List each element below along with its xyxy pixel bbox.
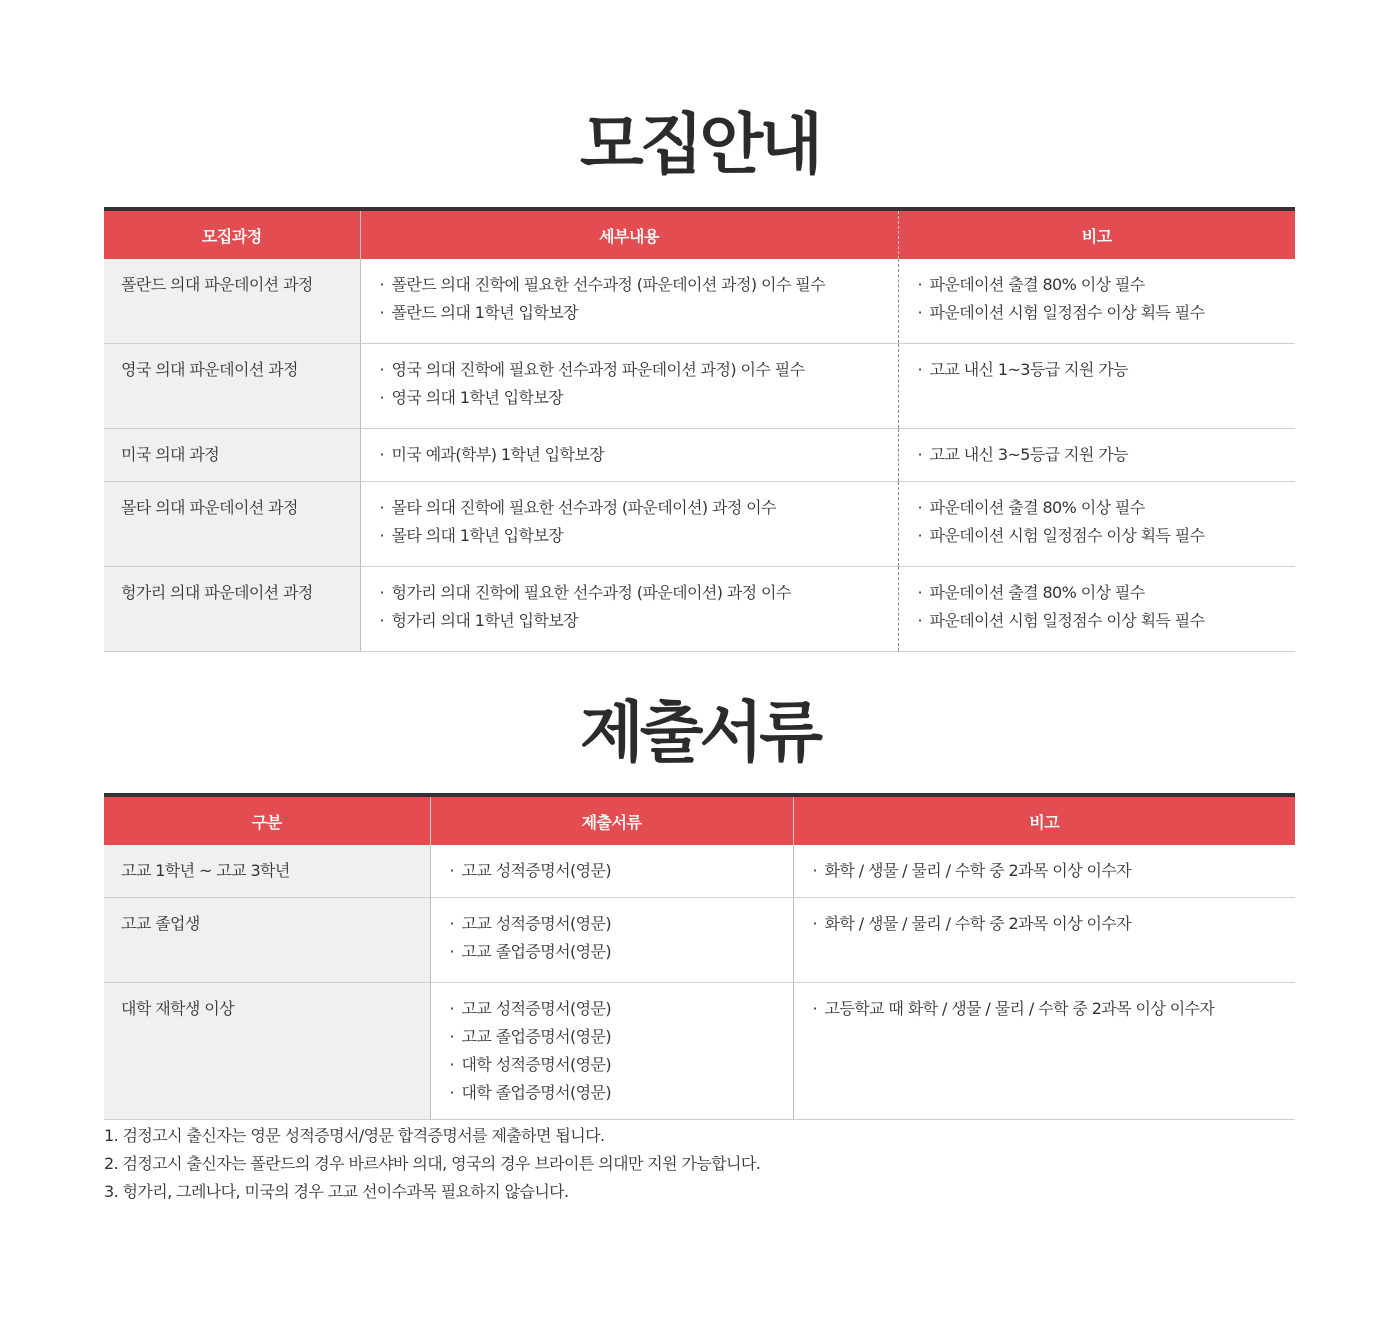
detail-text: 몰타 의대 진학에 필요한 선수과정 (파운데이션) 과정 이수 (391, 498, 776, 517)
bullet-icon: · (449, 914, 454, 933)
notes-cell (793, 898, 1295, 983)
doc-text: 대학 졸업증명서(영문) (461, 1083, 611, 1102)
header-documents: 제출서류 (430, 795, 793, 845)
table-row (104, 259, 1295, 344)
category-cell (104, 898, 430, 983)
category-label: 고교 1학년 ~ 고교 3학년 (121, 861, 290, 880)
table-row (104, 845, 1295, 898)
list-item (450, 1023, 793, 1051)
course-label: 미국 의대 과정 (121, 445, 220, 464)
bullet-icon: · (812, 914, 817, 933)
table-row (104, 898, 1295, 983)
course-cell (104, 482, 360, 567)
bullet-icon: · (812, 861, 817, 880)
table-row (104, 482, 1295, 567)
bullet-icon: · (379, 360, 384, 379)
course-cell (104, 429, 360, 482)
note-text: 화학 / 생물 / 물리 / 수학 중 2과목 이상 이수자 (824, 914, 1132, 933)
course-label: 영국 의대 파운데이션 과정 (121, 360, 298, 379)
bullet-icon: · (449, 1027, 454, 1046)
bullet-icon: · (917, 360, 922, 379)
bullet-icon: · (812, 999, 817, 1018)
notes-cell (898, 344, 1295, 429)
list-item (450, 1051, 793, 1079)
table-row (104, 983, 1295, 1120)
docs-cell (430, 845, 793, 898)
bullet-icon: · (379, 526, 384, 545)
docs-cell (430, 983, 793, 1120)
list-item (450, 1079, 793, 1107)
detail-text: 영국 의대 1학년 입학보장 (391, 388, 564, 407)
documents-header-row (104, 795, 1295, 845)
list-item (918, 271, 1296, 299)
list-item (813, 857, 1296, 885)
list-item (380, 299, 898, 327)
note-text: 고교 내신 1~3등급 지원 가능 (929, 360, 1128, 379)
detail-text: 미국 예과(학부) 1학년 입학보장 (391, 445, 605, 464)
bullet-icon: · (917, 526, 922, 545)
note-text: 고등학교 때 화학 / 생물 / 물리 / 수학 중 2과목 이상 이수자 (824, 999, 1215, 1018)
notes-cell (793, 845, 1295, 898)
list-item (813, 910, 1296, 938)
detail-text: 영국 의대 진학에 필요한 선수과정 파운데이션 과정) 이수 필수 (391, 360, 805, 379)
list-item (450, 938, 793, 966)
list-item (918, 494, 1296, 522)
notes-cell (793, 983, 1295, 1120)
note-text: 고교 내신 3~5등급 지원 가능 (929, 445, 1128, 464)
list-item (380, 356, 898, 384)
category-cell (104, 845, 430, 898)
list-item (450, 995, 793, 1023)
list-item (450, 910, 793, 938)
bullet-icon: · (379, 445, 384, 464)
detail-text: 헝가리 의대 진학에 필요한 선수과정 (파운데이션) 과정 이수 (391, 583, 791, 602)
notes-cell (898, 482, 1295, 567)
recruitment-title: 모집안내 (579, 106, 820, 183)
doc-text: 고교 성적증명서(영문) (461, 914, 611, 933)
detail-text: 헝가리 의대 1학년 입학보장 (391, 611, 578, 630)
bullet-icon: · (917, 498, 922, 517)
bullet-icon: · (379, 388, 384, 407)
list-item (380, 579, 898, 607)
footnotes (104, 1122, 1295, 1206)
note-text: 파운데이션 출결 80% 이상 필수 (929, 275, 1145, 294)
table-row (104, 429, 1295, 482)
table-row (104, 567, 1295, 652)
details-cell (360, 482, 898, 567)
course-cell (104, 344, 360, 429)
notes-cell (898, 567, 1295, 652)
documents-title: 제출서류 (579, 694, 820, 771)
list-item (918, 522, 1296, 550)
details-cell (360, 567, 898, 652)
note-text: 파운데이션 시험 일정점수 이상 획득 필수 (929, 303, 1205, 322)
header-notes: 비고 (898, 209, 1295, 259)
list-item (918, 441, 1296, 469)
detail-text: 폴란드 의대 진학에 필요한 선수과정 (파운데이션 과정) 이수 필수 (391, 275, 825, 294)
course-cell (104, 259, 360, 344)
list-item (380, 522, 898, 550)
bullet-icon: · (379, 498, 384, 517)
doc-text: 고교 졸업증명서(영문) (461, 1027, 611, 1046)
note-text: 파운데이션 출결 80% 이상 필수 (929, 498, 1145, 517)
category-label: 대학 재학생 이상 (121, 999, 234, 1018)
header-category: 구분 (104, 795, 430, 845)
docs-cell (430, 898, 793, 983)
bullet-icon: · (449, 942, 454, 961)
doc-text: 고교 성적증명서(영문) (461, 861, 611, 880)
list-item (918, 356, 1296, 384)
bullet-icon: · (917, 445, 922, 464)
list-item (380, 271, 898, 299)
list-item (918, 579, 1296, 607)
notes-cell (898, 429, 1295, 482)
footnote: 3. 헝가리, 그레나다, 미국의 경우 고교 선이수과목 필요하지 않습니다. (104, 1182, 569, 1201)
details-cell (360, 344, 898, 429)
bullet-icon: · (917, 611, 922, 630)
bullet-icon: · (917, 583, 922, 602)
list-item (813, 995, 1296, 1023)
documents-table (104, 793, 1295, 1120)
course-label: 폴란드 의대 파운데이션 과정 (121, 275, 313, 294)
list-item (918, 607, 1296, 635)
doc-text: 고교 성적증명서(영문) (461, 999, 611, 1018)
detail-text: 몰타 의대 1학년 입학보장 (391, 526, 564, 545)
category-cell (104, 983, 430, 1120)
note-text: 파운데이션 출결 80% 이상 필수 (929, 583, 1145, 602)
bullet-icon: · (449, 999, 454, 1018)
detail-text: 폴란드 의대 1학년 입학보장 (391, 303, 578, 322)
list-item (380, 384, 898, 412)
bullet-icon: · (449, 1083, 454, 1102)
note-text: 파운데이션 시험 일정점수 이상 획득 필수 (929, 611, 1205, 630)
list-item (918, 299, 1296, 327)
bullet-icon: · (917, 275, 922, 294)
list-item (380, 607, 898, 635)
details-cell (360, 429, 898, 482)
doc-text: 고교 졸업증명서(영문) (461, 942, 611, 961)
list-item (450, 857, 793, 885)
course-label: 헝가리 의대 파운데이션 과정 (121, 583, 313, 602)
bullet-icon: · (379, 275, 384, 294)
bullet-icon: · (379, 611, 384, 630)
bullet-icon: · (379, 303, 384, 322)
note-text: 파운데이션 시험 일정점수 이상 획득 필수 (929, 526, 1205, 545)
recruitment-table (104, 207, 1295, 652)
doc-text: 대학 성적증명서(영문) (461, 1055, 611, 1074)
category-label: 고교 졸업생 (121, 914, 200, 933)
bullet-icon: · (449, 1055, 454, 1074)
header-course: 모집과정 (104, 209, 360, 259)
notes-cell (898, 259, 1295, 344)
details-cell (360, 259, 898, 344)
footnote: 2. 검정고시 출신자는 폴란드의 경우 바르샤바 의대, 영국의 경우 브라이튼 의대만 지원 가능합니다. (104, 1154, 761, 1173)
recruitment-header-row (104, 209, 1295, 259)
note-text: 화학 / 생물 / 물리 / 수학 중 2과목 이상 이수자 (824, 861, 1132, 880)
header-details: 세부내용 (360, 209, 898, 259)
footnote: 1. 검정고시 출신자는 영문 성적증명서/영문 합격증명서를 제출하면 됩니다. (104, 1126, 605, 1145)
header-notes: 비고 (793, 795, 1295, 845)
bullet-icon: · (917, 303, 922, 322)
list-item (380, 441, 898, 469)
list-item (380, 494, 898, 522)
bullet-icon: · (449, 861, 454, 880)
course-cell (104, 567, 360, 652)
table-row (104, 344, 1295, 429)
course-label: 몰타 의대 파운데이션 과정 (121, 498, 298, 517)
bullet-icon: · (379, 583, 384, 602)
